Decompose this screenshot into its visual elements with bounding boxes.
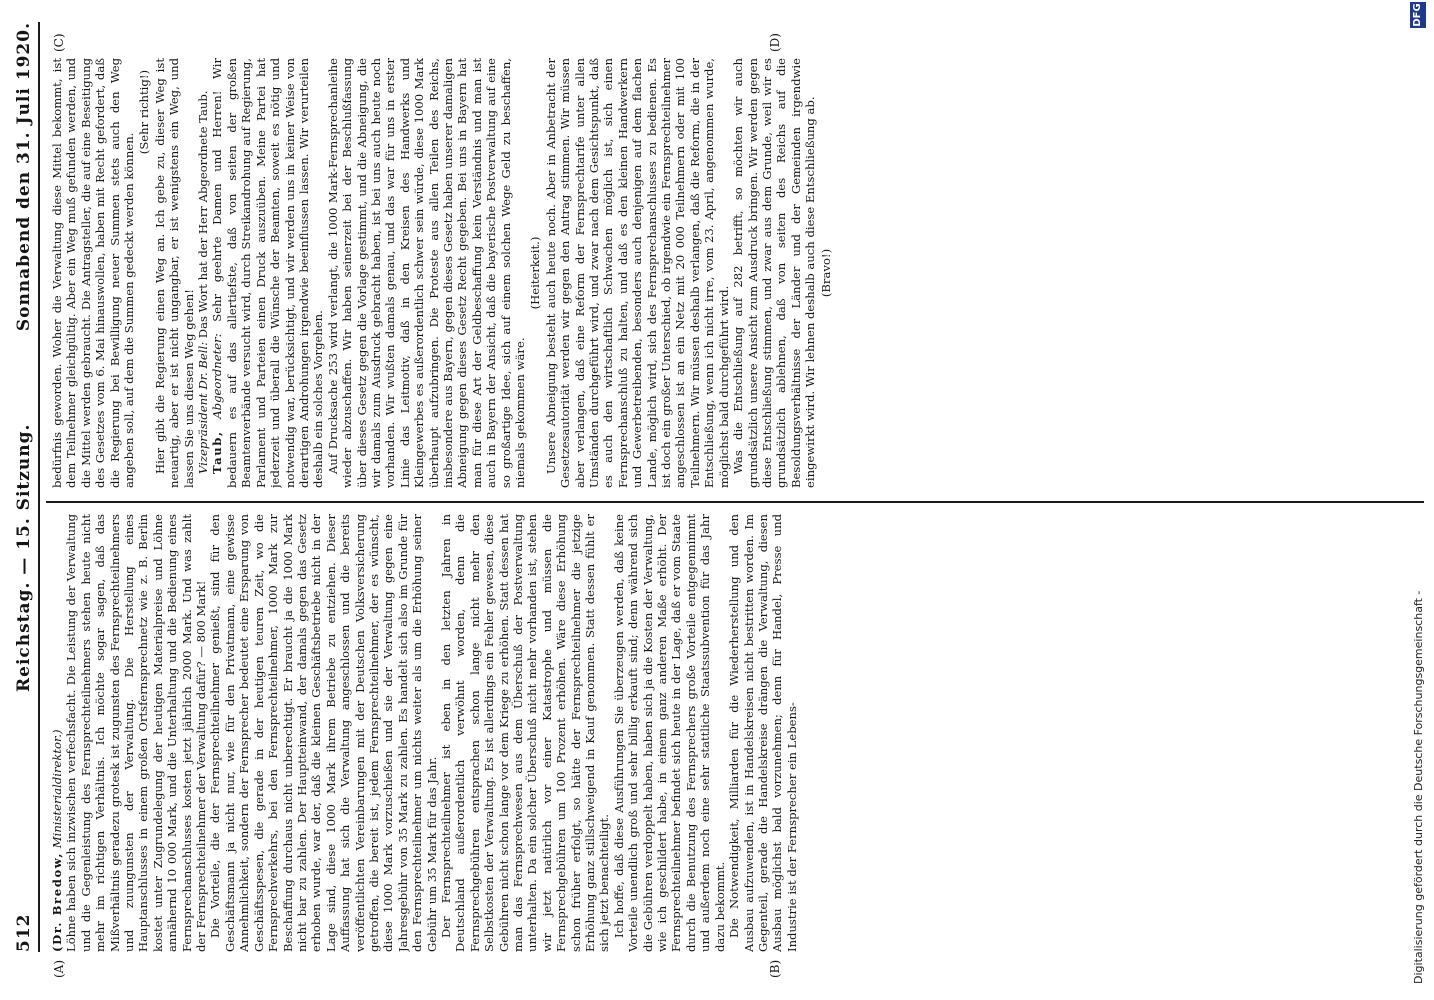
paragraph: Unsere Abneigung besteht auch heute noch. Aber in Anbetracht der Gesetzesautorität werden wir gegen den Antrag stimmen. Wir müssen aber verlangen, daß eine Reform der Fernsprechtarife unter allen Umständen durchgeführt wird, und zwar nach dem Gesichtspunkt, daß es auch den wirtschaftlich Schwachen möglich ist, sich einen Fernsprechanschluß zu halten, und daß es den kleinen Handwerkern und Gewerbetreibenden, besonders auch denjenigen auf dem flachen Lande, möglich wird, sich des Fernsprechanschlusses zu bedienen. Es ist doch ein großer Unterschied, ob irgendwie ein Fernsprechteilnehmer angeschlossen ist an ein Netz mit 20 000 Teilnehmern oder mit 100 Teilnehmern. Wir müssen deshalb verlangen, daß die Reform, die in der Entschließung, wenn ich nicht irre, vom 23. April, angenommen wurde, möglichst bald durchgeführt wird. bbox=[543, 58, 731, 488]
paragraph: Die Vorteile, die der Fernsprechteilnehmer genießt, sind für den Geschäftsmann ja nicht nur, wie für den Privatmann, eine gewisse Annehmlichkeit, sondern der Fernsprecher bedeutet eine Ersparung von Geschäftsspesen, die gerade in der heutigen teuren Zeit, wo die Fernsprechverkehrs, bei den Fernsprechteilnehmer, 1000 Mark zur Beschaffung durchaus nicht unberechtigt. Er braucht ja die 1000 Mark nicht bar zu zahlen. Der Hauptteinwand, der damals gegen das Gesetz erhoben wurde, war der, daß die kleinen Geschäftsbetriebe nicht in der Lage sind, diese 1000 Mark ihrem Betriebe zu entziehen. Dieser Auffassung hat sich die Verwaltung angeschlossen und die bereits veröffentlichten Vereinbarungen mit der Deutschen Volksversicherung getroffen, die bereit ist, jedem Fernsprechteilnehmer, der es wünscht, diese 1000 Mark vorzuschießen und sie der Verwaltung gegen eine Jahresgebühr von 35 Mark zu zahlen. Es handelt sich also im Grunde für den Fernsprechteilnehmer um nichts weiter als um die Erhöhung seiner Gebühr um 35 Mark für das Jahr. bbox=[208, 514, 439, 952]
interjection: (Heiterkeit.) bbox=[528, 236, 543, 310]
paragraph: Auf Drucksache 253 wird verlangt, die 1000 Mark-Fernsprechanleihe wieder abzuschaffen. Wir haben seinerzeit bei der Beschlußfassung über dieses Gesetz gegen die Vorlage gestimmt, und die Abneigung, die wir damals zum Ausdruck gebracht haben, ist bei uns auch heute noch vorhanden. Wir wußten damals genau, und das war für uns in erster Linie das Leitmotiv, daß in den Kreisen des Handwerks und Kleingewerbes es außerordentlich schwer sein würde, diese 1000 Mark überhaupt aufzubringen. Die Proteste aus allen Teilen des Reichs, insbesondere aus Bayern, gegen dieses Gesetz haben unserer damaligen Abneigung gegen dieses Gesetz Recht gegeben. Bei uns in Bayern hat man für diese Art der Geldbeschaffung kein Verständnis und man ist auch in Bayern der Ansicht, daß die bayerische Postverwaltung auf eine so großartige Idee, sich auf einem solchen Wege Geld zu beschaffen, niemals gekommen wäre. bbox=[325, 58, 527, 488]
footer bbox=[1406, 0, 1430, 1000]
paragraph: Der Fernsprechteilnehmer ist eben in den letzten Jahren in Deutschland außerordentlich verwöhnt worden, denn die Fernsprechgebühren entsprachen schon lange nicht mehr den Selbstkosten der Verwaltung. Es ist allerdings ein Fehler gewesen, diese Gebühren nicht schon lange vor dem Kriege zu erhöhen. Statt dessen hat man das Fernsprechwesen aus dem Überschuß der Postverwaltung unterhalten. Da ein solcher Überschuß nicht mehr vorhanden ist, stehen wir jetzt natürlich vor einer Katastrophe und müssen die Fernsprechgebühren um 100 Prozent erhöhen. Wäre diese Erhöhung schon früher erfolgt, so hätte der Fernsprechteilnehmer die jetzige Erhöhung ganz stillschweigend in Kauf genommen. Statt dessen fühlt er sich jetzt benachteiligt. bbox=[438, 514, 612, 952]
dfg-logo-icon: DFG bbox=[1410, 2, 1426, 28]
speech-text: Sehr geehrte Damen und Herren! Wir bedauern es auf das allertiefste, daß von seiten der großen Beamtenverbände versucht wird, durch Streikandrohung auf Regierung, Parlament und Parteien einen Druck auszuüben. Meine Partei hat jederzeit und überall die Wünsche der Beamten, soweit es nötig und notwendig war, berücksichtigt, und wir werden uns in keiner Weise von derartigen Androhungen irgendwie beeinflussen lassen. Wir verurteilen deshalb ein solches Vorgehen. bbox=[210, 58, 326, 488]
speaker-role: Ministerialdirektor.) bbox=[50, 729, 64, 849]
footer-credit: Digitalisierung gefördert durch die Deutsche Forschungsgemeinschaft - bbox=[1412, 590, 1425, 984]
interjection: (Sehr richtig!) bbox=[137, 70, 152, 155]
paragraph: Die Notwendigkeit, Milliarden für die Wiederherstellung und den Ausbau aufzuwenden, ist in Handelskreisen nicht bestritten worden. Im Gegenteil, gerade die Handelskreise drängen die Verwaltung, diesen Ausbau möglichst bald vorzunehmen; denn für Handel, Presse und Industrie ist der Fernsprecher ein Lebens- bbox=[727, 514, 799, 952]
margin-marker-c: (C) bbox=[52, 33, 66, 52]
chair-text: Das Wort hat der Herr Abgeordnete Taub. bbox=[196, 90, 211, 339]
page-header bbox=[12, 22, 40, 952]
page-title: Reichstag. — 15. Sitzung. bbox=[14, 423, 34, 692]
right-column bbox=[50, 58, 1420, 488]
speaker-line bbox=[50, 514, 64, 952]
margin-marker-d: (D) bbox=[768, 33, 782, 52]
margin-marker-a: (A) bbox=[52, 959, 66, 978]
left-column bbox=[50, 514, 1420, 952]
chair-label: Vizepräsident Dr. Bell: bbox=[196, 341, 211, 474]
paragraph: Löhne haben sich inzwischen verfechsfacht. Die Leistung der Verwaltung und die Gegenleistung des Fernsprechteilnehmers stehen heute nicht mehr im richtigen Verhältnis. Ich möchte sogar sagen, daß das Mißverhältnis geradezu grotesk ist zugunsten des Fernsprechteilnehmers und zuungunsten der Verwaltung. Die Herstellung eines Hauptanschlusses in einem großen Ortsfernsprechnetz wie z. B. Berlin kostet unter Zugrundelegung der heutigen Materialpreise und Löhne annähernd 10 000 Mark, und die Unterhaltung und die Bedienung eines Fernsprechanschlusses kosten jetzt jährlich 2000 Mark. Und was zahlt der Fernsprechteilnehmer der Verwaltung dafür? — 800 Mark! bbox=[64, 514, 209, 952]
speaker-line bbox=[210, 58, 325, 488]
page-date: Sonnabend den 31. Juli 1920. bbox=[14, 22, 34, 332]
interjection: (Bravo!) bbox=[818, 248, 833, 298]
speaker-role: Abgeordneter: bbox=[210, 333, 225, 419]
paragraph: Was die Entschließung auf 282 betrifft, so möchten wir auch grundsätzlich unsere Ansicht zum Ausdruck bringen. Wir werden gegen diese Entschließung stimmen, und zwar aus dem Grunde, weil wir es grundsätzlich ablehnen, daß von seiten des Reichs auf die Besoldungsverhältnisse der Länder und der Gemeinden irgendwie eingewirkt wird. Wir lehnen deshalb auch diese Entschließung ab. bbox=[731, 58, 818, 488]
paragraph: bedürfnis geworden. Woher die Verwaltung diese Mittel bekommt, ist dem Teilnehmer gleichgültig. Aber ein Weg muß gefunden werden, und die Mittel werden gebraucht. Die Antragsteller, die auf eine Beseitigung des Gesetzes vom 6. Mai hinauswollen, haben mit Recht gefordert, daß die Regierung bei Bewilligung neuer Summen stets auch den Weg angeben soll, auf dem die Summen gedeckt werden können. bbox=[50, 58, 137, 488]
margin-marker-b: (B) bbox=[768, 959, 782, 978]
chair-line bbox=[196, 58, 210, 488]
speaker-name: Taub, bbox=[210, 430, 225, 474]
page-number: 512 bbox=[14, 913, 34, 952]
paragraph: Ich hoffe, daß diese Ausführungen Sie überzeugen werden, daß keine Vorteile unendlich groß und sehr billig erkauft sind; denn während sich die Gebühren verdoppelt haben, haben sich ja die Kosten der Verwaltung, wie ich geschildert habe, in einem ganz anderen Maße erhöht. Der Fernsprechteilnehmer befindet sich heute in der Lage, daß er vom Staate durch die Benutzung des Fernsprechers große Vorteile entgegennimmt und außerdem noch eine sehr stattliche Staatssubvention für das Jahr dazu bekommt. bbox=[611, 514, 727, 952]
speaker-name: (Dr. Bredow, bbox=[50, 851, 64, 952]
paragraph: Hier gibt die Regierung einen Weg an. Ich gebe zu, dieser Weg ist neuartig, aber er ist nicht ungangbar, er ist wenigstens ein Weg, und lassen Sie uns diesen Weg gehen! bbox=[152, 58, 196, 488]
column-divider bbox=[46, 501, 1424, 503]
